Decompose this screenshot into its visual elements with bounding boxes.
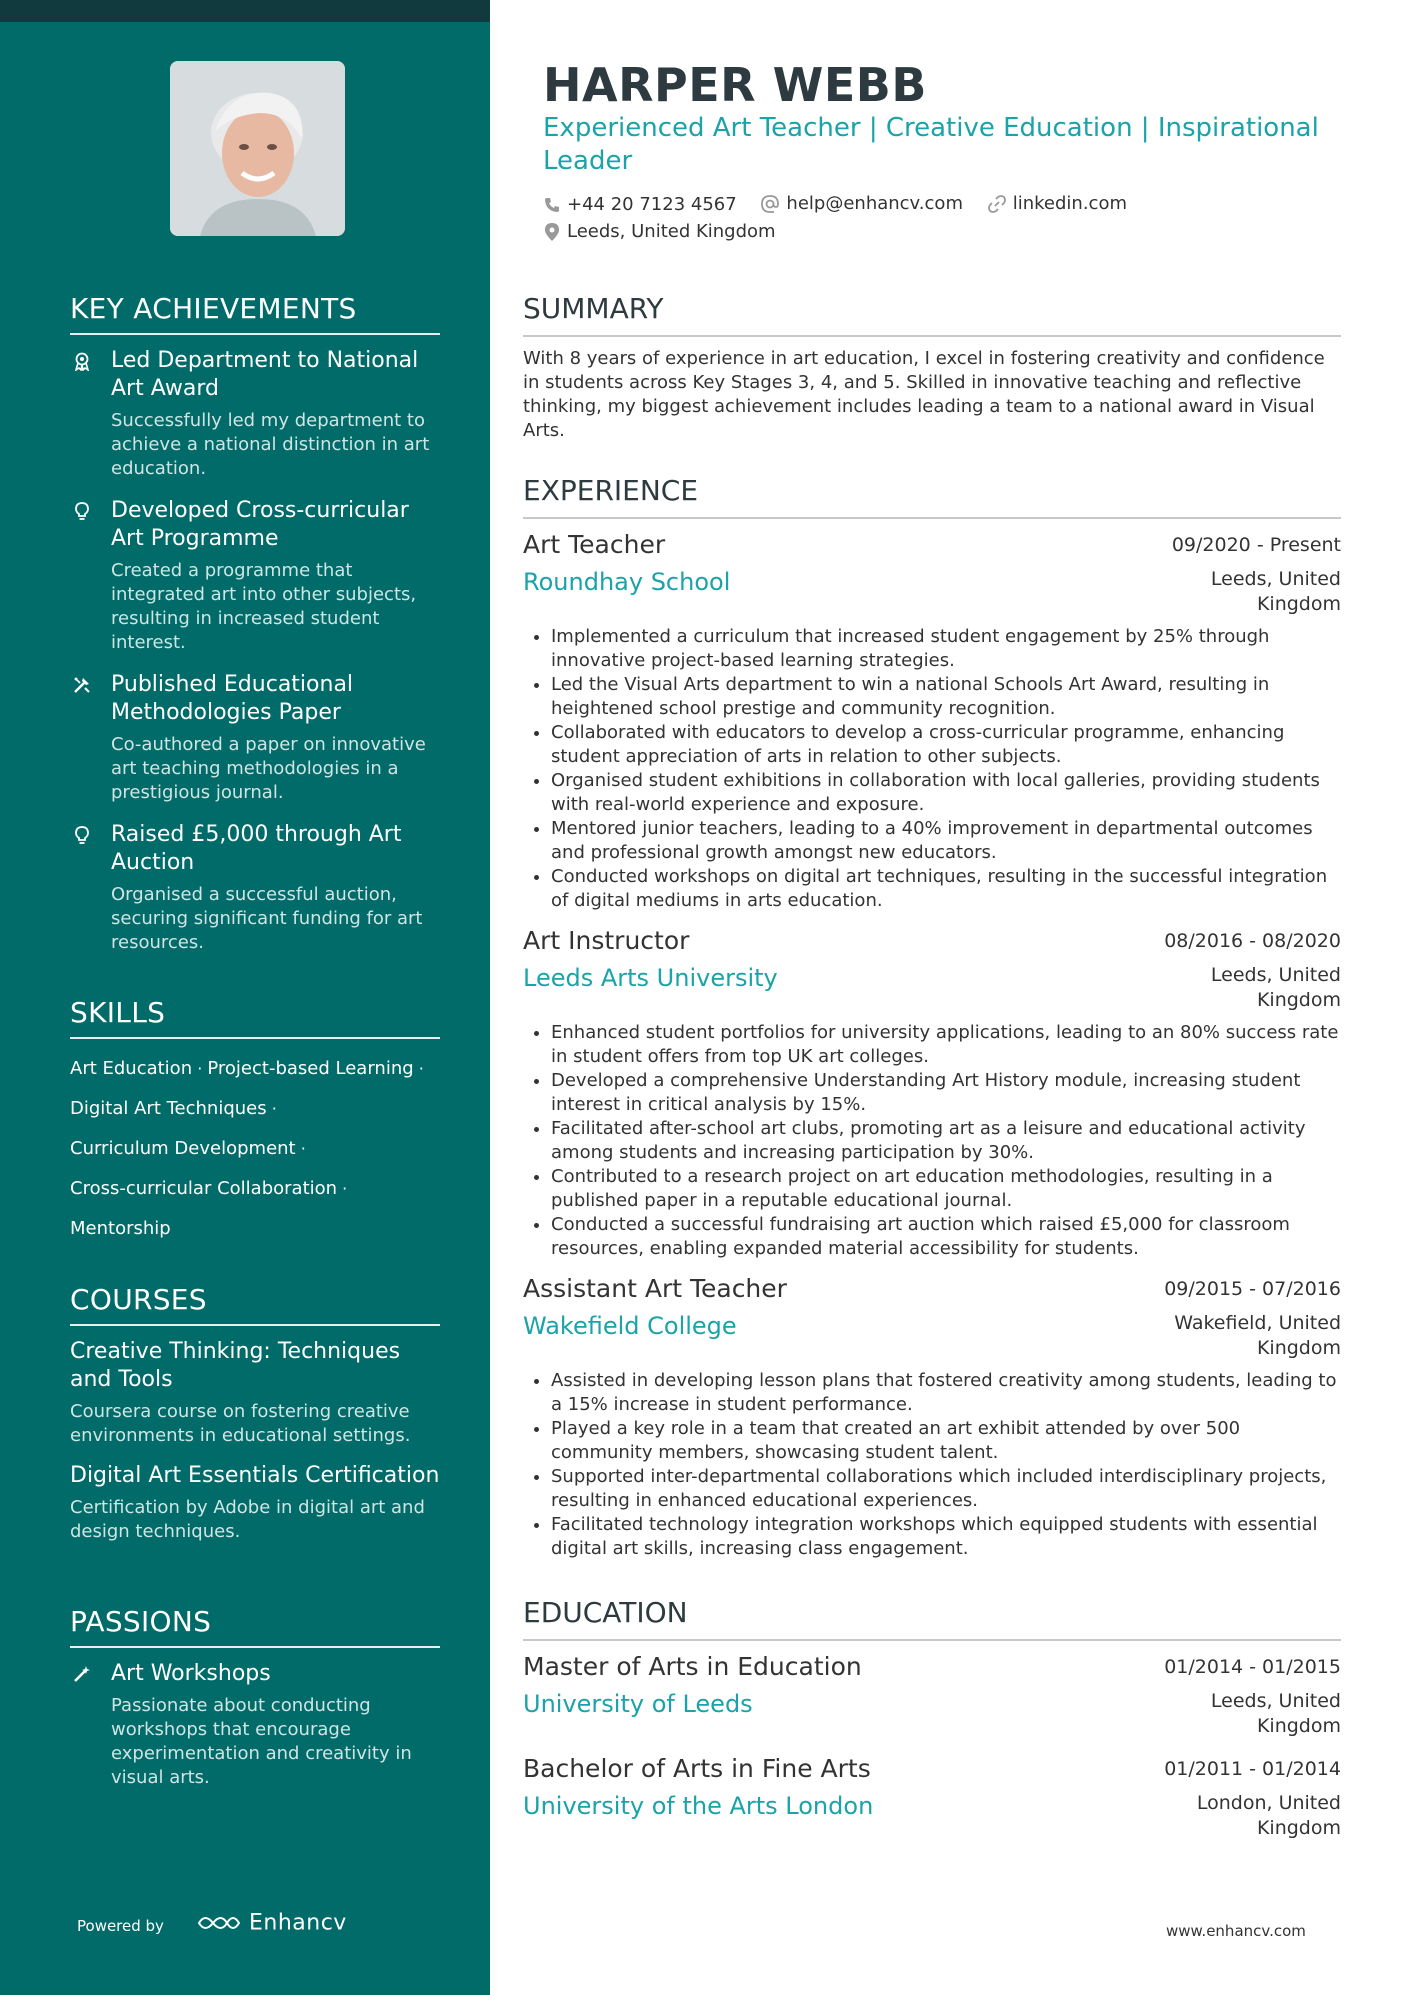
job-location: Leeds, United Kingdom — [1210, 964, 1341, 1011]
course-item — [70, 1338, 440, 1448]
enhancv-logo-icon — [195, 1911, 243, 1935]
bullet-item: • Assisted in developing lesson plans that fostered creativity among students, leading to a 15% increase in student performance. — [551, 1369, 1341, 1417]
candidate-name: HARPER WEBB — [543, 58, 927, 112]
achievement-title: Raised £5,000 through Art Auction — [111, 822, 402, 875]
achievement-title: Published Educational Methodologies Paper — [111, 672, 354, 725]
enhancv-brand: Enhancv — [249, 1910, 347, 1936]
job-company: Roundhay School — [523, 568, 731, 596]
job-company: Leeds Arts University — [523, 964, 778, 992]
achievement-item — [70, 497, 440, 655]
bullet-item: • Mentored junior teachers, leading to a 40% improvement in departmental outcomes and professional growth amongst new educators. — [551, 817, 1341, 865]
education-section — [523, 1596, 1341, 1841]
school: University of the Arts London — [523, 1792, 874, 1820]
phone-icon — [543, 196, 561, 214]
passion-item — [70, 1660, 440, 1790]
job-location: Leeds, United Kingdom — [1210, 568, 1341, 615]
job-role: Art Instructor — [523, 926, 690, 955]
bullet-item: • Implemented a curriculum that increased student engagement by 25% through innovative project-based learning strategies. — [551, 625, 1341, 673]
job-entry — [523, 1273, 1341, 1561]
courses-section — [70, 1283, 440, 1544]
bullet-item: • Developed a comprehensive Understanding Art History module, increasing student interest in critical analysis by 15%. — [551, 1069, 1341, 1117]
job-bullets — [523, 625, 1341, 913]
course-description: Certification by Adobe in digital art and design techniques. — [70, 1497, 425, 1542]
contact-location — [543, 221, 776, 242]
bullet-item: • Played a key role in a team that created an art exhibit attended by over 500 community members, showcasing student talent. — [551, 1417, 1341, 1465]
school: University of Leeds — [523, 1690, 753, 1718]
summary-text: With 8 years of experience in art education, I excel in fostering creativity and confidence in students across Key Stages 3, 4, and 5. Skilled in innovative teaching and reflective thinking, my biggest achievement includes leading a team to a national award in Visual Arts. — [523, 348, 1325, 441]
bullet-item: • Facilitated after-school art clubs, promoting art as a leisure and educational activity among students and increasing participation by 30%. — [551, 1117, 1341, 1165]
education-entry — [523, 1753, 1341, 1841]
course-title: Digital Art Essentials Certification — [70, 1463, 440, 1488]
experience-section — [523, 474, 1341, 1561]
location-text: Leeds, United Kingdom — [567, 221, 776, 242]
achievement-title: Led Department to National Art Award — [111, 348, 419, 401]
education-dates: 01/2011 - 01/2014 — [1164, 1758, 1341, 1780]
skill-tag: Mentorship — [70, 1218, 171, 1239]
summary-section — [523, 292, 1341, 443]
achievement-description: Successfully led my department to achieve a national distinction in art education. — [111, 410, 430, 479]
summary-heading: SUMMARY — [523, 292, 1341, 337]
bullet-item: • Led the Visual Arts department to win a national Schools Art Award, resulting in heightened school prestige and community recognition. — [551, 673, 1341, 721]
bullet-item: • Organised student exhibitions in collaboration with local galleries, providing students with real-world experience and exposure. — [551, 769, 1341, 817]
passion-title: Art Workshops — [111, 1661, 271, 1686]
bullet-item: • Supported inter-departmental collaborations which included interdisciplinary projects, resulting in enhanced educational experiences. — [551, 1465, 1341, 1513]
bullet-item: • Collaborated with educators to develop a cross-curricular programme, enhancing student appreciation of arts in relation to other subjects. — [551, 721, 1341, 769]
skills-heading: SKILLS — [70, 996, 440, 1039]
school-location: London, United Kingdom — [1196, 1792, 1341, 1839]
footer-url[interactable]: www.enhancv.com — [1166, 1922, 1306, 1940]
profile-photo — [170, 61, 345, 236]
education-heading: EDUCATION — [523, 1596, 1341, 1641]
map-pin-icon — [543, 222, 561, 242]
job-dates: 08/2016 - 08/2020 — [1164, 930, 1341, 952]
school-location: Leeds, United Kingdom — [1210, 1690, 1341, 1737]
bullet-item: • Enhanced student portfolios for university applications, leading to an 80% success rate in student offers from top UK art colleges. — [551, 1021, 1341, 1069]
education-entry — [523, 1651, 1341, 1739]
courses-heading: COURSES — [70, 1283, 440, 1326]
bullet-item: • Contributed to a research project on art education methodologies, resulting in a published paper in a reputable educational journal. — [551, 1165, 1341, 1213]
magic-wand-icon — [72, 1664, 92, 1684]
achievement-description: Organised a successful auction, securing significant funding for art resources. — [111, 884, 423, 953]
job-role: Art Teacher — [523, 530, 666, 559]
key-achievements-section — [70, 292, 440, 955]
award-icon — [72, 351, 92, 371]
achievement-description: Created a programme that integrated art into other subjects, resulting in increased student interest. — [111, 560, 417, 653]
achievement-item — [70, 347, 440, 481]
skill-tag: Art Education — [70, 1058, 193, 1079]
sidebar-top-bar — [0, 0, 490, 22]
key-achievements-heading: KEY ACHIEVEMENTS — [70, 292, 440, 335]
passions-heading: PASSIONS — [70, 1605, 440, 1648]
passions-section — [70, 1605, 440, 1790]
contact-email[interactable] — [760, 193, 963, 214]
skill-tag: Cross-curricular Collaboration — [70, 1178, 338, 1199]
powered-by-label: Powered by — [77, 1917, 164, 1935]
achievement-item — [70, 821, 440, 955]
course-title: Creative Thinking: Techniques and Tools — [70, 1339, 401, 1392]
job-entry — [523, 925, 1341, 1261]
skills-list: Art Education · Project-based Learning · Digital Art Techniques · Curriculum Development · Cross-curricular Collaboration · Mentorship — [70, 1058, 424, 1239]
job-bullets — [523, 1021, 1341, 1261]
contact-row — [543, 193, 1145, 219]
tools-icon — [72, 675, 92, 695]
sidebar — [0, 0, 490, 1995]
job-bullets — [523, 1369, 1341, 1561]
bullet-item: • Conducted workshops on digital art techniques, resulting in the successful integration of digital mediums in arts education. — [551, 865, 1341, 913]
lightbulb-icon — [72, 501, 92, 521]
job-role: Assistant Art Teacher — [523, 1274, 787, 1303]
bullet-item: • Conducted a successful fundraising art auction which raised £5,000 for classroom resources, enabling expanded material accessibility for students. — [551, 1213, 1341, 1261]
skill-tag: Digital Art Techniques — [70, 1098, 267, 1119]
contact-linkedin[interactable] — [987, 193, 1127, 214]
education-dates: 01/2014 - 01/2015 — [1164, 1656, 1341, 1678]
job-entry — [523, 529, 1341, 913]
degree: Bachelor of Arts in Fine Arts — [523, 1754, 871, 1783]
job-location: Wakefield, United Kingdom — [1174, 1312, 1341, 1359]
course-description: Coursera course on fostering creative environments in educational settings. — [70, 1401, 411, 1446]
skill-tag: Project-based Learning — [207, 1058, 414, 1079]
experience-heading: EXPERIENCE — [523, 474, 1341, 519]
degree: Master of Arts in Education — [523, 1652, 862, 1681]
phone-text: +44 20 7123 4567 — [567, 194, 737, 215]
job-dates: 09/2015 - 07/2016 — [1164, 1278, 1341, 1300]
email-text: help@enhancv.com — [786, 193, 963, 214]
contact-row-2 — [543, 221, 794, 247]
enhancv-logo[interactable] — [195, 1910, 347, 1936]
at-icon — [760, 194, 780, 214]
headline: Experienced Art Teacher | Creative Education | Inspirational Leader — [543, 113, 1319, 176]
contact-phone[interactable] — [543, 194, 737, 215]
bullet-item: • Facilitated technology integration workshops which equipped students with essential digital art skills, increasing class engagement. — [551, 1513, 1341, 1561]
passion-description: Passionate about conducting workshops that encourage experimentation and creativity in visual arts. — [111, 1695, 412, 1788]
linkedin-text: linkedin.com — [1012, 193, 1127, 214]
achievement-description: Co-authored a paper on innovative art teaching methodologies in a prestigious journal. — [111, 734, 426, 803]
achievement-item — [70, 671, 440, 805]
link-icon — [987, 194, 1007, 214]
job-company: Wakefield College — [523, 1312, 737, 1340]
skill-tag: Curriculum Development — [70, 1138, 296, 1159]
skills-section — [70, 996, 440, 1249]
lightbulb-icon — [72, 825, 92, 845]
achievement-title: Developed Cross-curricular Art Programme — [111, 498, 409, 551]
course-item — [70, 1462, 440, 1544]
job-dates: 09/2020 - Present — [1171, 534, 1341, 556]
